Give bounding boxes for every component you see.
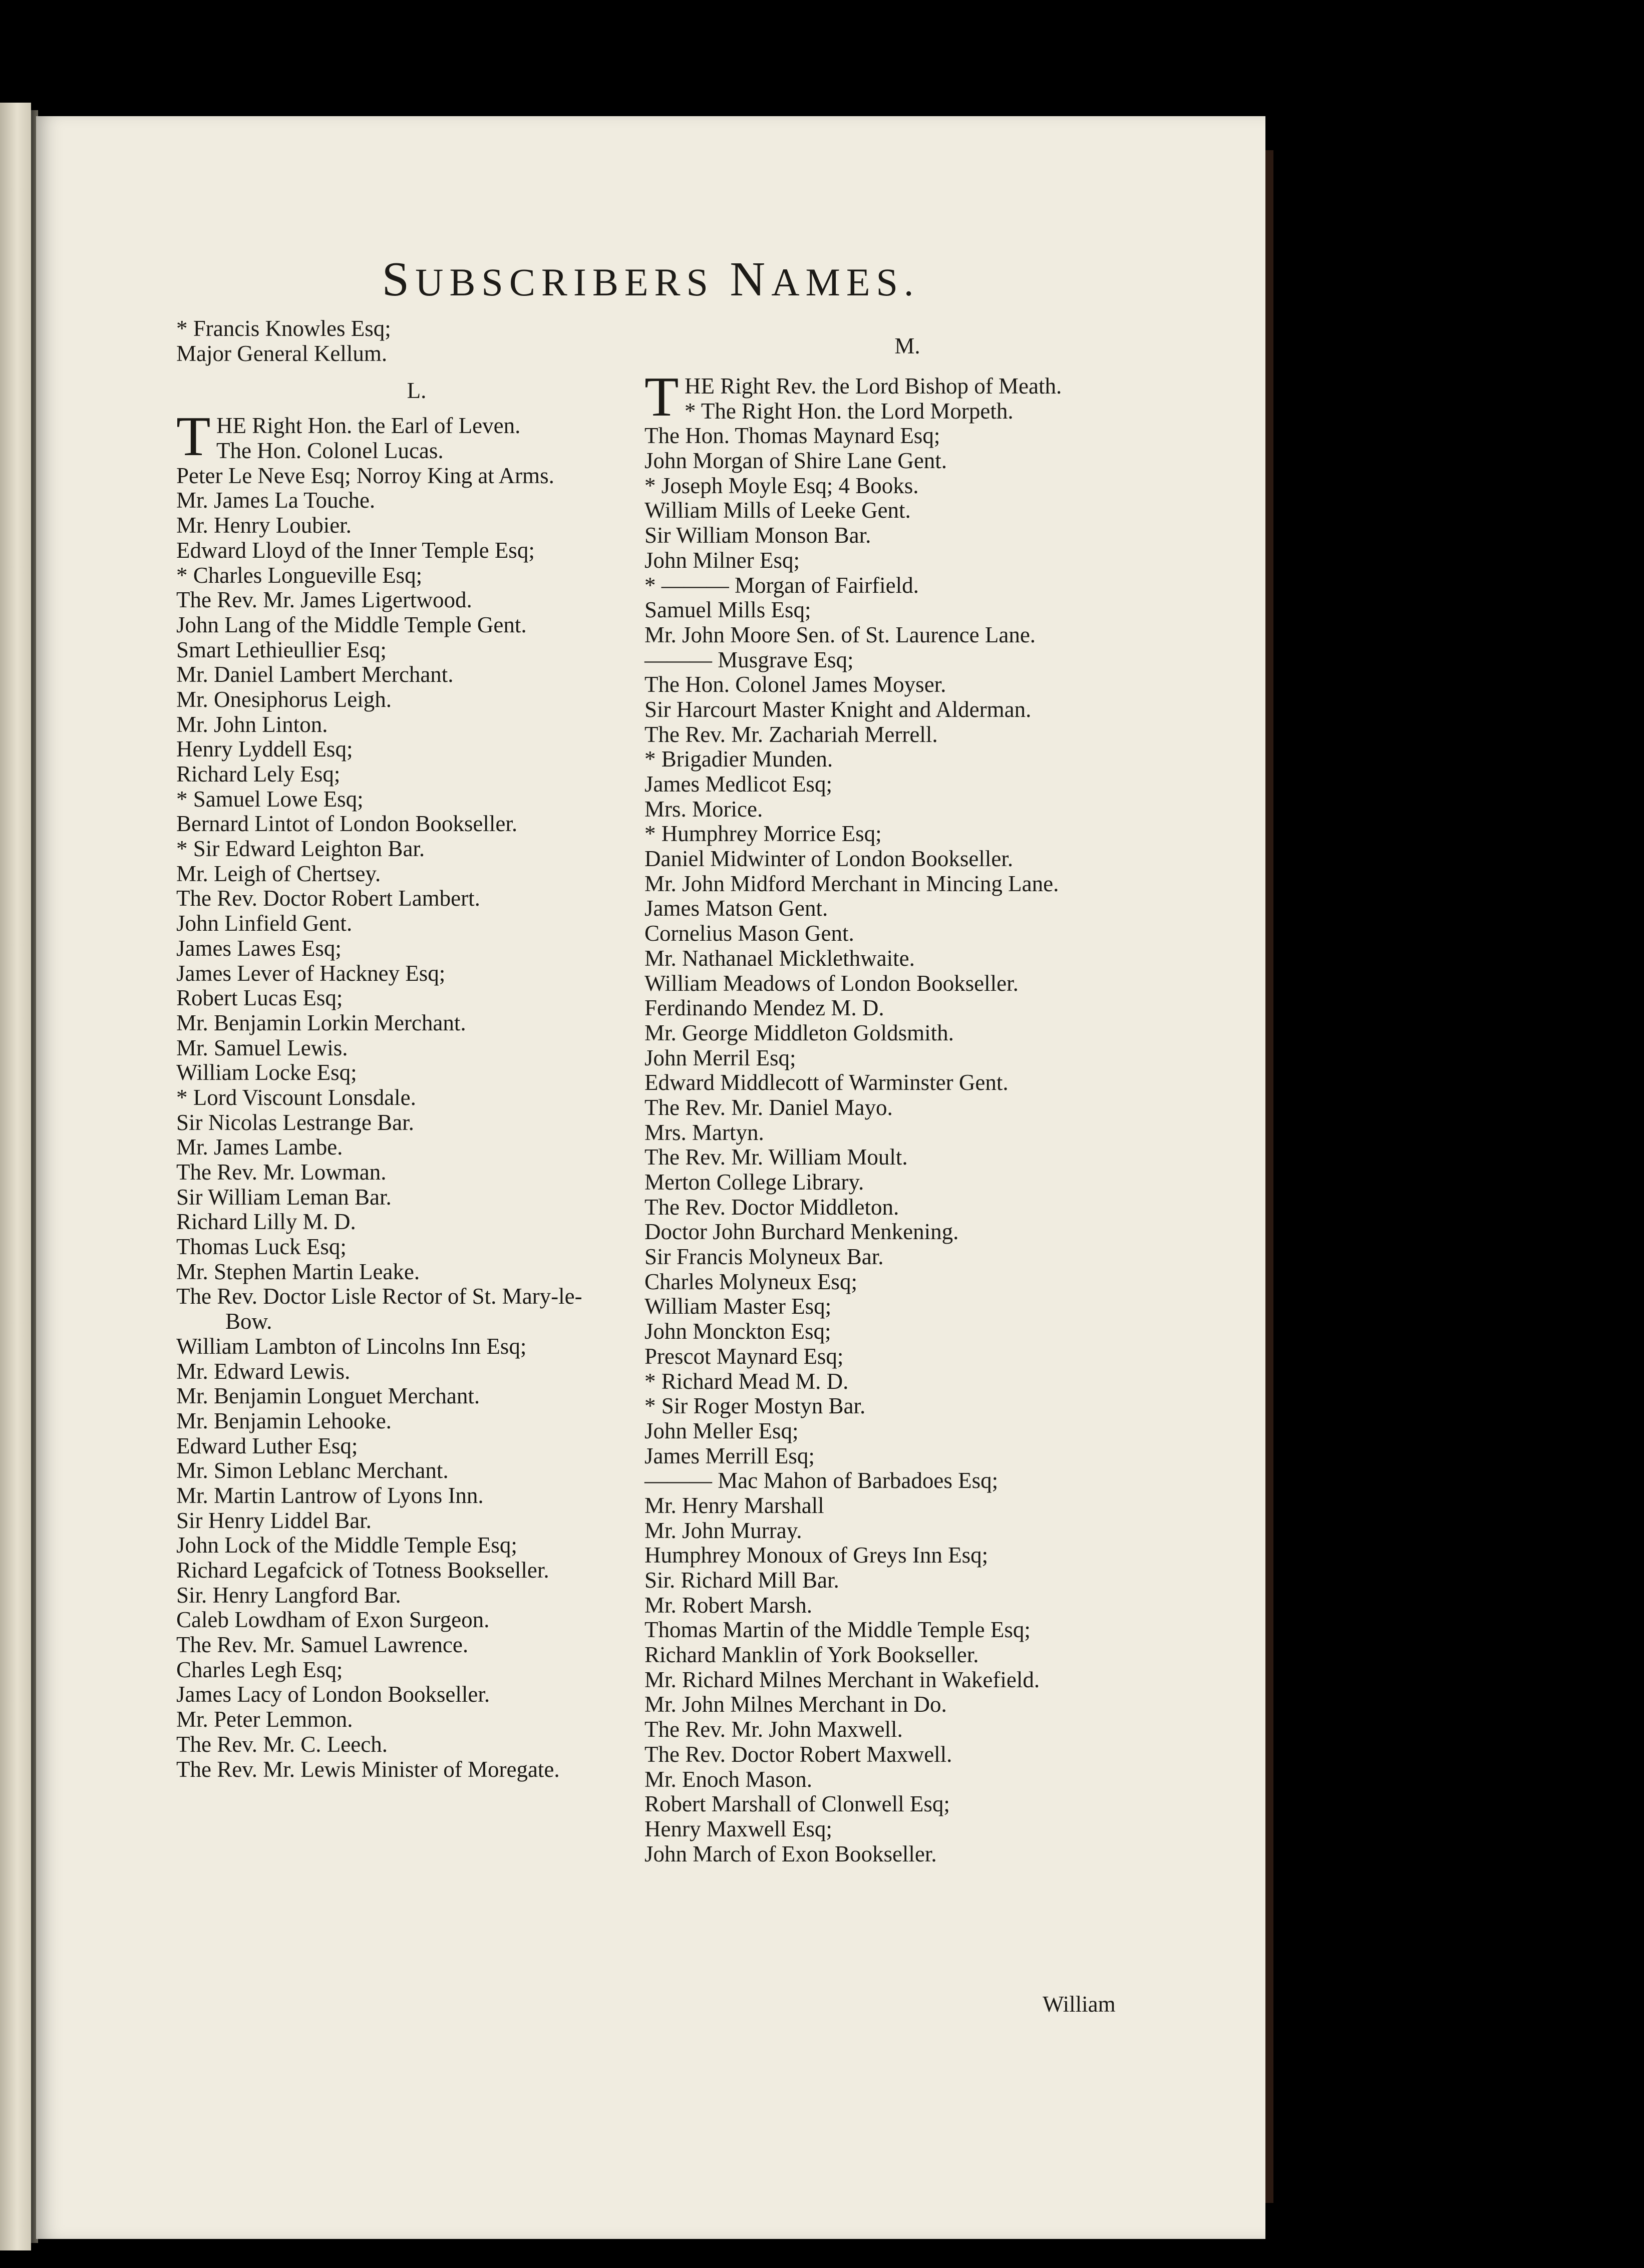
header-word-1: UBSCRIBERS [415, 260, 730, 304]
subscriber-entry: Mr. Martin Lantrow of Lyons Inn. [176, 1482, 484, 1508]
subscriber-entry: * Francis Knowles Esq; [176, 316, 391, 341]
subscriber-entry: John Linfield Gent. [176, 911, 353, 936]
subscriber-entry: * ——— Morgan of Fairfield. [644, 572, 919, 598]
subscriber-entry: Richard Lely Esq; [176, 762, 341, 787]
subscriber-entry: Mr. John Murray. [644, 1518, 802, 1543]
subscriber-entry: Mr. Henry Loubier. [176, 513, 352, 538]
subscriber-entry: The Rev. Mr. Daniel Mayo. [644, 1094, 893, 1120]
facing-page-edge [0, 103, 31, 2250]
subscriber-entry: Peter Le Neve Esq; Norroy King at Arms. [176, 463, 554, 488]
subscriber-entry: John Meller Esq; [644, 1418, 799, 1443]
subscriber-entry: Mr. Benjamin Lehooke. [176, 1408, 392, 1433]
subscriber-entry: Richard Manklin of York Bookseller. [644, 1642, 979, 1668]
subscriber-entry: James Lawes Esq; [176, 935, 342, 961]
page-header [36, 251, 1265, 307]
subscriber-entry: Smart Lethieullier Esq; [176, 637, 387, 662]
binding-edge [1265, 150, 1273, 2203]
subscriber-entry: Bernard Lintot of London Bookseller. [176, 811, 518, 837]
header-initial-1: S [382, 252, 416, 306]
subscriber-entry: * Samuel Lowe Esq; [176, 786, 364, 812]
subscriber-entry: Cornelius Mason Gent. [644, 921, 854, 946]
subscriber-entry: Mrs. Martyn. [644, 1119, 764, 1145]
subscriber-entry: James Medlicot Esq; [644, 772, 832, 797]
subscriber-entry: Mr. John Milnes Merchant in Do. [644, 1692, 947, 1717]
subscriber-entry: Sir William Monson Bar. [644, 523, 871, 548]
subscriber-entry: William Lambton of Lincolns Inn Esq; [176, 1333, 527, 1359]
subscriber-entry: John Milner Esq; [644, 547, 800, 573]
subscriber-entry: The Rev. Doctor Lisle Rector of St. Mary-le- [176, 1284, 582, 1309]
subscriber-entry: James Lever of Hackney Esq; [176, 960, 446, 986]
subscriber-entry: Mr. Simon Leblanc Merchant. [176, 1458, 449, 1483]
entry-continuation: Bow. [225, 1309, 272, 1334]
subscriber-entry: The Rev. Mr. John Maxwell. [644, 1717, 903, 1742]
subscriber-entry: * Richard Mead M. D. [644, 1368, 849, 1394]
subscriber-entry: Mr. George Middleton Goldsmith. [644, 1020, 954, 1045]
subscriber-entry: * Joseph Moyle Esq; 4 Books. [644, 473, 919, 498]
subscriber-entry: Mr. Peter Lemmon. [176, 1707, 353, 1732]
subscriber-entry: Mr. John Linton. [176, 711, 328, 737]
subscriber-entry: Mr. Daniel Lambert Merchant. [176, 662, 454, 687]
subscriber-entry: Sir. Richard Mill Bar. [644, 1568, 839, 1593]
subscriber-entry: Henry Lyddell Esq; [176, 736, 353, 762]
subscriber-entry: Sir William Leman Bar. [176, 1184, 392, 1210]
subscriber-entry: Mr. Onesiphorus Leigh. [176, 686, 392, 712]
subscriber-entry: Sir. Henry Langford Bar. [176, 1582, 401, 1608]
subscriber-entry: The Hon. Thomas Maynard Esq; [644, 423, 940, 449]
header-word-2: AMES. [771, 260, 920, 304]
subscriber-entry: Merton College Library. [644, 1170, 864, 1195]
subscriber-entry: Mrs. Morice. [644, 796, 763, 822]
subscriber-entry: * Brigadier Munden. [644, 746, 833, 772]
subscriber-entry: The Rev. Mr. Zachariah Merrell. [644, 721, 938, 747]
subscriber-entry: James Matson Gent. [644, 896, 828, 921]
subscriber-entry: The Rev. Mr. Lowman. [176, 1160, 387, 1185]
subscriber-entry: * The Right Hon. the Lord Morpeth. [685, 398, 1014, 424]
subscriber-entry: Caleb Lowdham of Exon Surgeon. [176, 1607, 490, 1633]
subscriber-entry: The Rev. Mr. William Moult. [644, 1145, 908, 1170]
subscriber-entry: Edward Luther Esq; [176, 1433, 358, 1458]
subscriber-entry: William Master Esq; [644, 1294, 832, 1319]
subscriber-entry: Prescot Maynard Esq; [644, 1343, 844, 1369]
subscriber-entry: John Merril Esq; [644, 1045, 796, 1070]
left-column [176, 316, 657, 1782]
subscriber-entry: The Rev. Mr. Samuel Lawrence. [176, 1632, 469, 1658]
subscriber-entry: John March of Exon Bookseller. [644, 1841, 937, 1866]
subscriber-entry: Mr. Leigh of Chertsey. [176, 861, 381, 886]
subscriber-entry: Robert Marshall of Clonwell Esq; [644, 1791, 950, 1817]
subscriber-entry: Sir Nicolas Lestrange Bar. [176, 1109, 414, 1135]
subscriber-entry: William Meadows of London Bookseller. [644, 970, 1019, 996]
subscriber-entry: Daniel Midwinter of London Bookseller. [644, 846, 1014, 872]
subscriber-entry: Mr. James Lambe. [176, 1135, 343, 1160]
subscriber-entry: Doctor John Burchard Menkening. [644, 1219, 959, 1245]
drop-cap-letter: T [644, 366, 679, 428]
subscriber-entry: Sir Harcourt Master Knight and Alderman. [644, 696, 1032, 722]
subscriber-entry: The Hon. Colonel James Moyser. [644, 672, 946, 697]
subscriber-entry: Sir Francis Molyneux Bar. [644, 1244, 884, 1270]
subscriber-entry: Henry Maxwell Esq; [644, 1816, 832, 1841]
subscriber-entry: Mr. Robert Marsh. [644, 1592, 812, 1618]
subscriber-entry: Mr. Samuel Lewis. [176, 1035, 348, 1060]
subscriber-entry: ——— Musgrave Esq; [644, 647, 854, 672]
subscriber-entry: Edward Lloyd of the Inner Temple Esq; [176, 537, 535, 563]
subscriber-entry: Major General Kellum. [176, 340, 388, 366]
subscriber-entry: * Lord Viscount Lonsdale. [176, 1084, 416, 1110]
subscriber-entry: John Morgan of Shire Lane Gent. [644, 448, 947, 474]
subscriber-entry: Mr. James La Touche. [176, 488, 376, 513]
subscriber-entry: Mr. Benjamin Longuet Merchant. [176, 1383, 480, 1409]
subscriber-entry: Richard Lilly M. D. [176, 1209, 356, 1235]
subscriber-entry: The Rev. Mr. C. Leech. [176, 1731, 388, 1757]
right-column [644, 334, 1170, 1866]
subscriber-entry: * Sir Roger Mostyn Bar. [644, 1393, 866, 1419]
subscriber-entry: Robert Lucas Esq; [176, 985, 343, 1011]
subscriber-entry: Humphrey Monoux of Greys Inn Esq; [644, 1543, 989, 1568]
subscriber-entry: Mr. Nathanael Micklethwaite. [644, 945, 915, 971]
subscriber-entry: * Humphrey Morrice Esq; [644, 821, 882, 847]
header-initial-2: N [730, 252, 772, 306]
subscriber-entry: Mr. Enoch Mason. [644, 1766, 812, 1792]
subscriber-entry: Samuel Mills Esq; [644, 597, 811, 623]
subscriber-entry: William Mills of Leeke Gent. [644, 498, 911, 523]
catchword: William [1043, 1992, 1116, 2017]
subscriber-entry: John Lang of the Middle Temple Gent. [176, 612, 527, 637]
subscriber-entry: * Sir Edward Leighton Bar. [176, 836, 425, 862]
subscriber-entry: Thomas Luck Esq; [176, 1234, 347, 1260]
subscriber-entry: Thomas Martin of the Middle Temple Esq; [644, 1617, 1031, 1643]
subscriber-entry: Mr. John Midford Merchant in Mincing Lane. [644, 871, 1059, 896]
subscriber-entry: Charles Molyneux Esq; [644, 1269, 857, 1294]
subscriber-entry: The Rev. Doctor Robert Maxwell. [644, 1741, 952, 1767]
subscriber-entry: The Rev. Mr. Lewis Minister of Moregate. [176, 1756, 560, 1782]
subscriber-entry: The Rev. Doctor Middleton. [644, 1194, 899, 1220]
subscriber-entry: * Charles Longueville Esq; [176, 562, 423, 588]
section-heading-m: M. [894, 333, 920, 358]
subscriber-entry: The Rev. Doctor Robert Lambert. [176, 886, 480, 911]
drop-cap-text: HE Right Hon. the Earl of Leven. [216, 413, 521, 439]
subscriber-entry: John Lock of the Middle Temple Esq; [176, 1533, 517, 1558]
drop-cap-letter: T [176, 406, 211, 468]
drop-cap-text: HE Right Rev. the Lord Bishop of Meath. [685, 373, 1062, 399]
book-page [36, 116, 1265, 2239]
subscriber-entry: Mr. Edward Lewis. [176, 1358, 351, 1384]
subscriber-entry: Mr. John Moore Sen. of St. Laurence Lane. [644, 622, 1036, 647]
subscriber-entry: Ferdinando Mendez M. D. [644, 995, 884, 1021]
subscriber-entry: Richard Legafcick of Totness Bookseller. [176, 1558, 549, 1583]
subscriber-entry: Mr. Richard Milnes Merchant in Wakefield. [644, 1667, 1040, 1692]
subscriber-entry: ——— Mac Mahon of Barbadoes Esq; [644, 1468, 999, 1493]
subscriber-entry: James Merrill Esq; [644, 1443, 815, 1468]
subscriber-entry: Mr. Stephen Martin Leake. [176, 1259, 420, 1284]
subscriber-entry: James Lacy of London Bookseller. [176, 1682, 490, 1707]
subscriber-entry: Charles Legh Esq; [176, 1657, 343, 1682]
subscriber-entry: Mr. Benjamin Lorkin Merchant. [176, 1010, 466, 1035]
subscriber-entry: John Monckton Esq; [644, 1319, 831, 1344]
subscriber-entry: William Locke Esq; [176, 1060, 357, 1085]
subscriber-entry: The Rev. Mr. James Ligertwood. [176, 587, 472, 613]
subscriber-entry: Mr. Henry Marshall [644, 1492, 824, 1518]
subscriber-entry: Edward Middlecott of Warminster Gent. [644, 1070, 1009, 1095]
subscriber-entry: The Hon. Colonel Lucas. [216, 438, 444, 464]
section-heading-l: L. [407, 378, 427, 404]
subscriber-entry: Sir Henry Liddel Bar. [176, 1507, 372, 1533]
